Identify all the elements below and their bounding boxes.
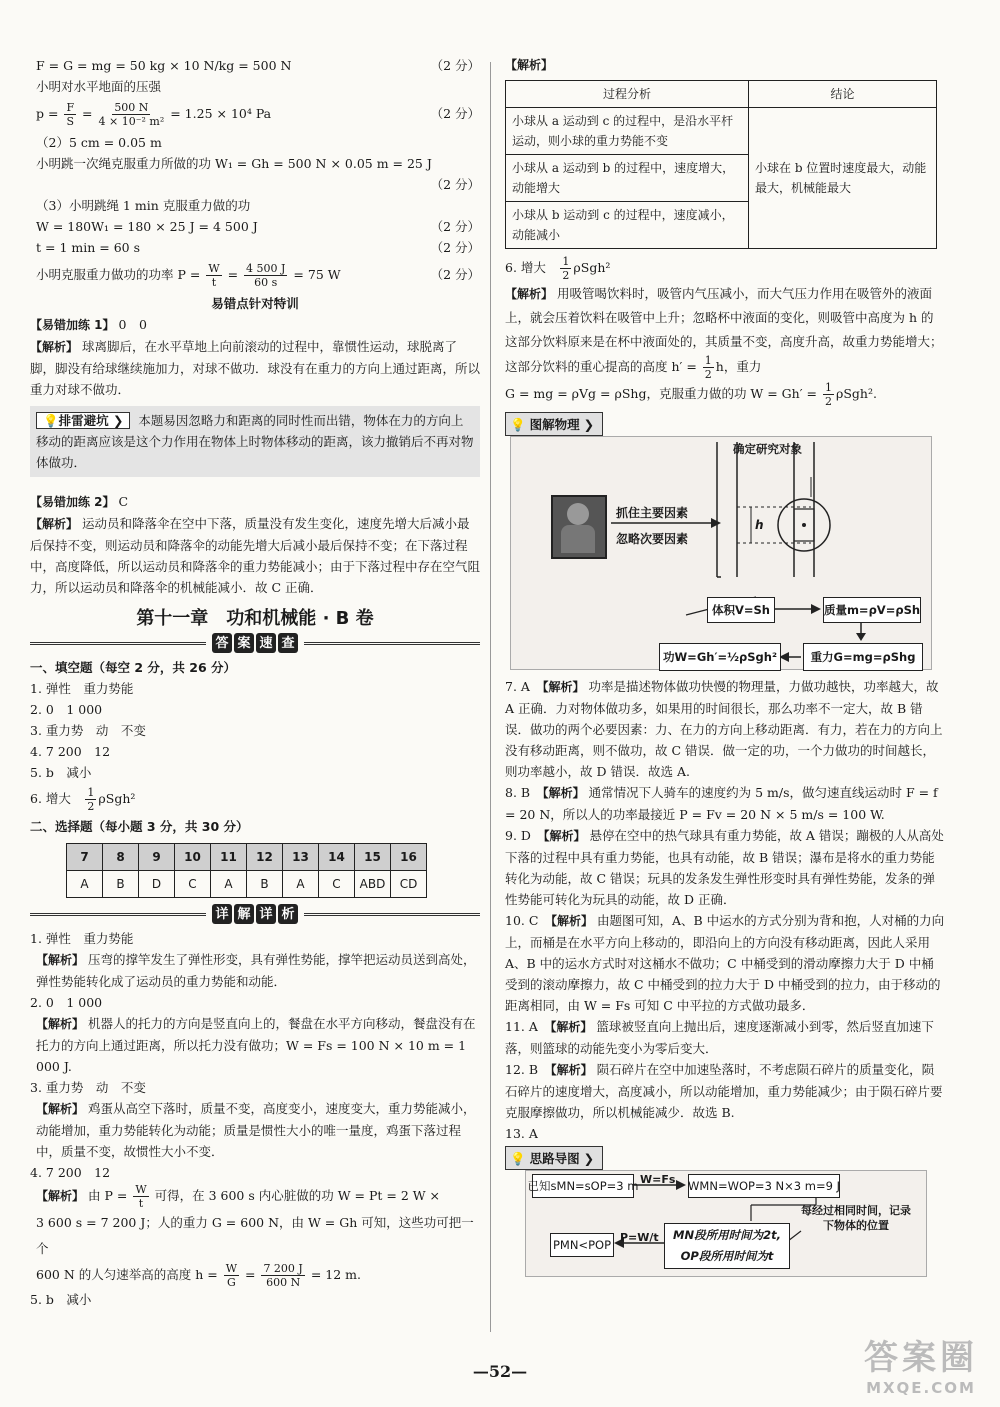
answer-text: 6. 增大 bbox=[30, 791, 84, 806]
points: （2 分） bbox=[430, 240, 480, 255]
answer-item: 1. 弹性 重力势能 bbox=[30, 931, 134, 946]
numerator: 1 bbox=[87, 786, 95, 799]
table-cell: 小球在 b 位置时速度最大，动能最大，机械能最大 bbox=[749, 108, 937, 249]
explanation-label: 【解析】 bbox=[30, 517, 79, 531]
text-line: 小明对水平地面的压强 bbox=[36, 79, 162, 94]
fraction bbox=[85, 786, 96, 813]
answer-item: 1. 弹性 重力势能 bbox=[30, 681, 134, 696]
explanation-text: 由题图可知，A、B 中运水的方式分别为背和抱，人对桶的力向上，而桶是在水平方向上移动的，即沿向上的方向没有移动距离，因此人采用 A、B 中的运水方式时对这桶水不做功；C 中桶受到的滑动摩擦力大于 D 中桶受到的滚动摩擦力，故 C 中桶受到的拉力大于 D 中桶受到的拉力，由于移动的距离相同，由 W = Fs 可知 C 中平拉的方式做功最多． bbox=[505, 913, 945, 1013]
pitfall-note-header: 💡排雷避坑 ❯ bbox=[36, 412, 130, 429]
exercise-1 bbox=[30, 314, 480, 336]
explanation-label: 【解析】 bbox=[36, 1017, 85, 1031]
explanation-text: 悬停在空中的热气球具有重力势能，故 A 错误；蹦极的人从高处下落的过程中具有重力势能，也具有动能，故 B 错误；瀑布是将水的重力势能转化为动能，故 C 错误；玩具的发条发生弹性形变时具有弹性势能，发条的弹性势能可转化为玩具的动能，故 D 正确． bbox=[505, 828, 944, 907]
explanation-text: 机器人的托力的方向是竖直向上的，餐盘在水平方向移动，餐盘没有在托力的方向上通过距离，所以托力没有做功；W = Fs = 100 N × 10 m = 1 000 J. bbox=[36, 1016, 476, 1074]
text-line: （2）5 cm = 0.05 m bbox=[36, 135, 162, 150]
table-cell: 16 bbox=[391, 844, 427, 871]
work-box: 功W=Gh′=½ρSgh² bbox=[659, 643, 781, 671]
answer-line bbox=[30, 262, 480, 289]
answer-item: 3. 重力势 动 不变 bbox=[30, 1080, 146, 1095]
table-header: 过程分析 bbox=[506, 81, 749, 108]
explanation-label: 【解析】 bbox=[30, 340, 79, 354]
explanation-text: 压弯的撑竿发生了弹性形变，具有弹性势能，撑竿把运动员送到高处，弹性势能转化成了运动员的重力势能和动能． bbox=[36, 952, 476, 989]
table-cell: 小球从 b 运动到 c 的过程中，速度减小，动能减小 bbox=[506, 202, 749, 249]
mind-map-diagram bbox=[525, 1170, 927, 1277]
formula-part: G = mg = ρVg = ρShg，克服重力做的功 W = Gh′ = bbox=[505, 386, 821, 401]
explanation-text: 3 600 s = 7 200 J；人的重力 G = 600 N，由 W = Gh 可知，这些功可把一个 bbox=[36, 1215, 474, 1256]
work-result-box: WMN=WOP=3 N×3 m=9 J bbox=[688, 1174, 840, 1198]
table-cell: 9 bbox=[139, 844, 175, 871]
formula-part: = 12 m. bbox=[306, 1267, 361, 1282]
time-op: OP段所用时间为t bbox=[680, 1249, 774, 1263]
explanation-text: 运动员和降落伞在空中下落，质量没有发生变化，速度先增大后减小最后保持不变，则运动员和降落伞的动能先增大后减小最后保持不变；在下落过程中，高度降低，所以运动员和降落伞的重力势能减小；由于下落过程中存在空气阻力，所以运动员和降落伞的机械能减小．故 C 正确． bbox=[30, 516, 481, 595]
known-box: 已知sMN=sOP=3 m bbox=[532, 1174, 634, 1198]
answer-item bbox=[30, 786, 480, 813]
explanation-label: 【解析】 bbox=[36, 953, 85, 967]
explanation-label: 【解析】 bbox=[550, 1020, 593, 1034]
formula-label: W=Fs bbox=[640, 1173, 676, 1186]
denominator: 2 bbox=[562, 269, 570, 282]
table-cell: D bbox=[139, 871, 175, 898]
lightbulb-icon: 💡 bbox=[510, 416, 526, 432]
formula-part: = 1.25 × 10⁴ Pa bbox=[166, 106, 272, 121]
answer-number: 8. B bbox=[505, 785, 531, 800]
diagram-header: 💡 图解物理 ❯ bbox=[505, 412, 945, 436]
section-title: 易错点针对特训 bbox=[211, 296, 299, 311]
question-11 bbox=[505, 1016, 945, 1059]
right-column bbox=[505, 55, 945, 1277]
explanation-label: 【解析】 bbox=[36, 1189, 85, 1203]
formula-pressure bbox=[30, 101, 271, 128]
explanation bbox=[30, 1098, 480, 1162]
mind-map-title: 思路导图 bbox=[529, 1150, 580, 1166]
numerator: 500 N bbox=[114, 101, 149, 114]
answer-text: ρSgh² bbox=[98, 791, 136, 806]
gravity-box: 重力G=mg=ρShg bbox=[803, 643, 923, 671]
table-cell: 13 bbox=[283, 844, 319, 871]
numerator: W bbox=[135, 1183, 147, 1196]
explanation-label: 【解析】 bbox=[542, 786, 585, 800]
table-cell: A bbox=[67, 871, 103, 898]
explanation bbox=[30, 1183, 480, 1289]
answer-number: 7. A bbox=[505, 679, 530, 694]
table-cell: C bbox=[175, 871, 211, 898]
explanation-label: 【解析】 bbox=[550, 1063, 593, 1077]
answer-number: 10. C bbox=[505, 913, 539, 928]
fraction bbox=[261, 1262, 304, 1289]
exercise-answer: 0 0 bbox=[118, 317, 147, 332]
exercise-label: 【易错加练 1】 bbox=[30, 318, 115, 332]
explanation-text: 功率是描述物体做功快慢的物理量，力做功越快，功率越大，故 A 正确．力对物体做功多，如果用的时间很长，那么功率不一定大，故 B 错误．做功的两个必要因素：力、在力的方向上移动距离．有力，若在力的方向上没有移动距离，则不做功，故 C 错误．做一定的功，一个力做功的时间越长，则功率越小，故 D 错误．故选 A. bbox=[505, 679, 943, 779]
pitfall-note-text: 本题易因忽略力和距离的同时性而出错，物体在力的方向上移动的距离应该是这个力作用在物体上时物体移动的距离，该力撤销后不再对物体做功． bbox=[36, 413, 474, 470]
answer-line bbox=[30, 101, 480, 128]
fraction bbox=[206, 262, 221, 289]
explanation-text: 通常情况下人骑车的速度约为 5 m/s，做匀速直线运动时 F = f = 20 N，所以人的功率最接近 P = Fv = 20 N × 5 m/s = 100 W. bbox=[505, 785, 938, 822]
formula-part: = 75 W bbox=[289, 267, 341, 282]
height-label: h bbox=[755, 518, 764, 532]
numerator: W bbox=[225, 1262, 238, 1275]
fraction bbox=[224, 1262, 239, 1289]
fraction bbox=[703, 354, 714, 381]
table-cell: 14 bbox=[319, 844, 355, 871]
table-cell: ABD bbox=[355, 871, 391, 898]
fraction bbox=[823, 381, 834, 408]
explanation-text: 球离脚后，在水平草地上向前滚动的过程中，靠惯性运动，球脱离了脚，脚没有给球继续施加力，对球不做功．球没有在重力的方向上通过距离，所以重力对球不做功． bbox=[30, 339, 481, 397]
banner-char: 案 bbox=[234, 633, 254, 653]
points: （2 分） bbox=[430, 219, 480, 234]
table-header: 结论 bbox=[749, 81, 937, 108]
explanation-text: h，重力 bbox=[715, 359, 762, 374]
answer-text: 6. 增大 bbox=[505, 260, 559, 275]
formula-part: = bbox=[223, 267, 243, 282]
answer-number: 11. A bbox=[505, 1019, 538, 1034]
time-mn: MN段所用时间为2t, bbox=[673, 1228, 781, 1242]
denominator: S bbox=[66, 115, 75, 128]
watermark-url: MXQE.COM bbox=[866, 1379, 976, 1397]
fraction bbox=[133, 1183, 148, 1210]
answer-item: 4. 7 200 12 bbox=[30, 744, 111, 759]
diagram-title: 图解物理 bbox=[529, 416, 580, 432]
pitfall-note bbox=[30, 406, 480, 477]
formula-part: 小明克服重力做功的功率 P = bbox=[36, 267, 205, 282]
denominator: t bbox=[211, 276, 217, 289]
explanation-text: 篮球被竖直向上抛出后，速度逐渐减小到零，然后竖直加速下落，则篮球的动能先变小为零后变大． bbox=[505, 1019, 934, 1056]
points: （2 分） bbox=[430, 58, 480, 73]
denominator: 600 N bbox=[266, 1276, 301, 1289]
explanation-label: 【解析】 bbox=[550, 914, 593, 928]
formula-part: = bbox=[241, 1267, 260, 1282]
pitfall-note-title: 排雷避坑 bbox=[58, 413, 109, 428]
points: （2 分） bbox=[430, 106, 480, 121]
numerator: 1 bbox=[704, 354, 712, 367]
denominator: 2 bbox=[704, 368, 712, 381]
formula-part: p = bbox=[36, 106, 63, 121]
table-cell: B bbox=[103, 871, 139, 898]
watermark-title: 答案圈 bbox=[864, 1338, 978, 1378]
banner-char: 详 bbox=[256, 904, 276, 924]
explanation-label: 【解析】 bbox=[543, 829, 586, 843]
left-column bbox=[30, 55, 480, 1310]
table-cell: 小球从 a 运动到 c 的过程中，是沿水平杆运动，则小球的重力势能不变 bbox=[506, 108, 749, 155]
banner-char: 查 bbox=[278, 633, 298, 653]
fraction bbox=[99, 101, 165, 128]
fraction bbox=[560, 255, 571, 282]
answer-number: 9. D bbox=[505, 828, 531, 843]
answer-line bbox=[30, 55, 480, 76]
question-9 bbox=[505, 825, 945, 910]
lightbulb-icon: 💡 bbox=[43, 413, 59, 428]
question-12 bbox=[505, 1059, 945, 1123]
explanation bbox=[30, 1013, 480, 1077]
question-8 bbox=[505, 782, 945, 825]
question-10 bbox=[505, 910, 945, 1016]
formula-time: t = 1 min = 60 s bbox=[36, 240, 140, 255]
formula-part: = bbox=[78, 106, 97, 121]
explanation bbox=[30, 513, 480, 598]
research-object-label: 确定研究对象 bbox=[733, 442, 802, 456]
answer-line bbox=[30, 216, 480, 237]
numerator: 1 bbox=[562, 255, 570, 268]
banner-char: 速 bbox=[256, 633, 276, 653]
numerator: 7 200 J bbox=[263, 1262, 303, 1275]
answer-quick-check-banner bbox=[30, 633, 480, 653]
denominator: t bbox=[138, 1197, 144, 1210]
watermark bbox=[864, 1330, 978, 1397]
question-7 bbox=[505, 676, 945, 782]
table-cell: 7 bbox=[67, 844, 103, 871]
section-heading: 二、选择题（每小题 3 分，共 30 分） bbox=[30, 819, 249, 834]
formula-part: ρSgh². bbox=[835, 386, 877, 401]
answer-text: ρSgh² bbox=[573, 260, 611, 275]
explanation-text: 用吸管喝饮料时，吸管内气压减小，而大气压力作用在吸管外的液面上，就会压着饮料在吸管中上升；忽略杯中液面的变化，则吸管中高度为 h 的这部分饮料原来是在杯中液面处的，其质量不变，高度升高，故重力势能增大；这部分饮料的重心提高的高度 h′ = bbox=[505, 286, 943, 374]
power-formula-label: P=W/t bbox=[620, 1231, 659, 1244]
banner-char: 解 bbox=[234, 904, 254, 924]
explanation-text bbox=[36, 1262, 480, 1289]
table-cell: B bbox=[247, 871, 283, 898]
answer-item: 5. b 减小 bbox=[30, 1292, 92, 1307]
explanation-text: 可得，在 3 600 s 内心脏做的功 W = Pt = 2 W × bbox=[150, 1188, 441, 1203]
exercise-2 bbox=[30, 491, 480, 513]
answer-item bbox=[505, 255, 945, 282]
denominator: G bbox=[226, 1276, 236, 1289]
banner-char: 详 bbox=[212, 904, 232, 924]
diagram-lines bbox=[511, 437, 931, 669]
table-cell: 11 bbox=[211, 844, 247, 871]
formula-power bbox=[30, 262, 341, 289]
time-box bbox=[664, 1223, 790, 1269]
table-cell: 15 bbox=[355, 844, 391, 871]
table-cell: 10 bbox=[175, 844, 211, 871]
banner-char: 答 bbox=[212, 633, 232, 653]
numerator: W bbox=[208, 262, 220, 275]
text-line: （3）小明跳绳 1 min 克服重力做的功 bbox=[36, 198, 251, 213]
time-note: 每经过相同时间，记录下物体的位置 bbox=[801, 1204, 911, 1232]
fraction bbox=[244, 262, 287, 289]
table-header-row bbox=[506, 81, 937, 108]
table-row bbox=[506, 108, 937, 155]
explanation-text: 陨石碎片在空中加速坠落时，不考虑陨石碎片的质量变化，陨石碎片的速度增大，高度减小，所以动能增加，重力势能减少；由于陨石碎片要克服摩擦做功，所以机械能减少．故选 B. bbox=[505, 1062, 943, 1120]
denominator: 2 bbox=[824, 395, 832, 408]
banner-char: 析 bbox=[278, 904, 298, 924]
volume-box: 体积V=Sh bbox=[707, 597, 775, 623]
table-cell: CD bbox=[391, 871, 427, 898]
formula-part: 600 N 的人匀速举高的高度 h = bbox=[36, 1267, 222, 1282]
section-heading: 一、填空题（每空 2 分，共 26 分） bbox=[30, 660, 237, 675]
numerator: 1 bbox=[824, 381, 832, 394]
denominator: 4 × 10⁻² m² bbox=[98, 115, 165, 128]
denominator: 60 s bbox=[254, 276, 278, 289]
question-13: 13. A bbox=[505, 1126, 538, 1141]
explanation bbox=[30, 336, 480, 400]
answer-row bbox=[67, 871, 427, 898]
text-line: 小明跳一次绳克服重力所做的功 W₁ = Gh = 500 N × 0.05 m = 25 J bbox=[36, 156, 432, 171]
explanation bbox=[505, 282, 945, 408]
process-analysis-table bbox=[505, 80, 937, 249]
explanation-label: 【解析】 bbox=[542, 680, 585, 694]
exercise-label: 【易错加练 2】 bbox=[30, 495, 115, 509]
column-divider bbox=[490, 62, 491, 1332]
table-cell: 12 bbox=[247, 844, 283, 871]
page-number: —52— bbox=[472, 1362, 528, 1381]
table-cell: 8 bbox=[103, 844, 139, 871]
points: （2 分） bbox=[430, 177, 480, 192]
chapter-title: 第十一章 功和机械能 · B 卷 bbox=[136, 608, 374, 629]
numerator: 4 500 J bbox=[246, 262, 286, 275]
explanation-label: 【解析】 bbox=[36, 1102, 85, 1116]
detailed-explanation-banner bbox=[30, 904, 480, 924]
power-result-box: PMN<POP bbox=[550, 1233, 614, 1257]
denominator: 2 bbox=[87, 800, 95, 813]
numerator: F bbox=[66, 101, 75, 114]
answer-item: 2. 0 1 000 bbox=[30, 702, 103, 717]
explanation-label: 【解析】 bbox=[505, 287, 554, 301]
multiple-choice-answer-table bbox=[66, 843, 427, 898]
exercise-answer: C bbox=[118, 494, 129, 509]
main-factor-label: 抓住主要因素 bbox=[616, 506, 689, 520]
answer-item: 4. 7 200 12 bbox=[30, 1165, 111, 1180]
points: （2 分） bbox=[430, 267, 480, 282]
explanation-label: 【解析】 bbox=[505, 58, 554, 72]
formula-work: W = 180W₁ = 180 × 25 J = 4 500 J bbox=[36, 219, 258, 234]
answer-number: 12. B bbox=[505, 1062, 539, 1077]
answer-item: 5. b 减小 bbox=[30, 765, 92, 780]
mind-map-header: 💡 思路导图 ❯ bbox=[505, 1146, 945, 1170]
explanation-text bbox=[505, 381, 945, 408]
answer-item: 3. 重力势 动 不变 bbox=[30, 723, 146, 738]
answer-line bbox=[30, 237, 480, 258]
table-cell: 小球从 a 运动到 b 的过程中，速度增大，动能增大 bbox=[506, 155, 749, 202]
fraction bbox=[64, 101, 76, 128]
explanation bbox=[30, 949, 480, 992]
answer-item: 2. 0 1 000 bbox=[30, 995, 103, 1010]
formula-force: F = G = mg = 50 kg × 10 N/kg = 500 N bbox=[36, 58, 292, 73]
explanation-text: 鸡蛋从高空下落时，质量不变，高度变小，速度变大，重力势能减小，动能增加，重力势能转化为动能；质量是惯性大小的唯一量度，鸡蛋下落过程中，质量不变，故惯性大小不变． bbox=[36, 1101, 476, 1159]
lightbulb-icon: 💡 bbox=[510, 1150, 526, 1166]
table-cell: A bbox=[211, 871, 247, 898]
ignore-factor-label: 忽略次要因素 bbox=[616, 532, 689, 546]
mass-box: 质量m=ρV=ρSh bbox=[823, 597, 921, 623]
physics-diagram bbox=[510, 436, 932, 670]
table-cell: A bbox=[283, 871, 319, 898]
table-cell: C bbox=[319, 871, 355, 898]
answer-line bbox=[30, 174, 480, 195]
explanation-text: 由 P = bbox=[88, 1188, 132, 1203]
question-number-row bbox=[67, 844, 427, 871]
